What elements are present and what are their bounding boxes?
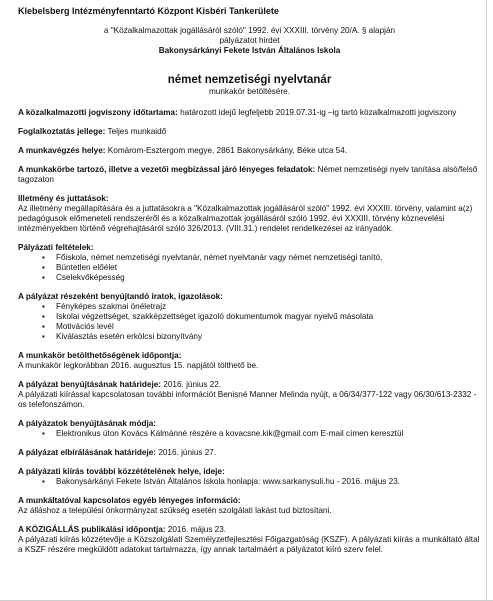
section-label: A munkáltatóval kapcsolatos egyéb lényeges információ: (18, 495, 241, 505)
list-item: ▪ Iskolai végzettséget, szakképzettséget igazoló dokumentumok magyar nyelvű másolata (56, 312, 481, 322)
list-item: ▪ Főiskola, német nemzetiségi nyelvtanár, német nyelvtanár vagy német nemzetiségi tanító, (56, 253, 481, 263)
position-title: német nemzetiségi nyelvtanár (167, 73, 332, 86)
school-name: Bakonysárkányi Fekete István Általános Iskola (158, 45, 341, 55)
page-border-right (486, 0, 487, 601)
section-label: A pályázati kiírás további közzétételének helye, ideje: (18, 466, 225, 476)
section-hatarido (18, 380, 481, 410)
section-text: 2016. június 22. (161, 379, 222, 389)
section-text: Komárom-Esztergom megye, 2861 Bakonysárkány, Béke utca 54. (105, 145, 348, 155)
list-item: ▪ Cselekvőképesség (56, 273, 481, 283)
section-label: A közalkalmazotti jogviszony időtartama: (18, 107, 178, 117)
section-label: A pályázat elbírálásának határideje: (18, 447, 157, 457)
section-label: Illetmény és juttatások: (18, 193, 109, 203)
intro-line: a "Közalkalmazottak jogállásáról szóló" 1992. évi XXXIII. törvény 20/A. § alapján (103, 25, 396, 35)
list-item: ▪ Bakonysárkányi Fekete István Általános Iskola honlapja: www.sarkanysuli.hu - 2016. május 23. (56, 477, 481, 487)
section-munkavegzes-helye (18, 146, 481, 156)
bullet-list (18, 302, 481, 342)
bullet-list (18, 477, 481, 487)
position-subtitle: munkakör betöltésére. (208, 86, 290, 96)
list-item: ▪ Elektronikus úton Kovács Kálmánné részére a kovacsne.kik@gmail.com E-mail címen keresztül (56, 429, 481, 439)
section-extra-text: A pályázati kiírás közzétevője a Közszolgálati Személyzetfejlesztési Főigazgatóság (KSZF). A pályázati kiírás a munkáltató által a KSZF részére megküldött adatokat tartalmazza, így annak tartalmáért a pályázatot kiíró szerv felel. (18, 534, 480, 554)
bullet-list (18, 429, 481, 439)
bullet-list (18, 253, 481, 283)
section-feladatok (18, 165, 481, 185)
section-kozigallas (18, 525, 481, 555)
section-label: A munkakörbe tartozó, illetve a vezetői megbízással járó lényeges feladatok: (18, 164, 316, 174)
section-text: A munkakör legkorábban 2016. augusztus 15. napjától tölthető be. (18, 360, 259, 370)
section-label: A munkavégzés helye: (18, 145, 106, 155)
section-text: Német nemzetiségi nyelv tanítása alsó/felső tagozaton (18, 164, 478, 184)
section-text: Teljes munkaidő (105, 126, 167, 136)
list-item: ▪ Büntetlen előélet (56, 263, 481, 273)
section-label: A KÖZIGÁLLÁS publikálási időpontja: (18, 524, 166, 534)
section-label: A pályázatok benyújtásának módja: (18, 418, 157, 428)
section-elbiralas (18, 448, 481, 458)
section-label: A pályázat benyújtásának határideje: (18, 379, 162, 389)
section-jogviszony (18, 108, 481, 118)
section-illetmeny (18, 194, 481, 234)
organization-name: Klebelsberg Intézményfenntartó Központ Kisbéri Tankerülete (18, 6, 279, 16)
list-item: ▪ Kiválasztás esetén erkölcsi bizonyítvány (56, 332, 481, 342)
list-item: ▪ Motivációs levél (56, 322, 481, 332)
list-item: ▪ Fényképes szakmai önéletrajz (56, 302, 481, 312)
section-text: határozott idejű legfeljebb 2019.07.31-ig –ig tartó közalkalmazotti jogviszony (177, 107, 457, 117)
section-benyujtas-modja (18, 419, 481, 439)
section-text: Az illetmény megállapítására és a juttatásokra a "Közalkalmazottak jogállásáról szóló" 1992. évi XXXIII. törvény, valamint a(z) pedagógusok előmeneteli rendszeréről és a közalkalmazottak jogállásáról szóló 1992. évi XXXIII. törvény köznevelési intézményekben történő végrehajtásáról szóló 326/2013. (VIII.31.) rendelet rendelkezései az irányadók. (18, 203, 473, 233)
section-text: 2016. május 23. (165, 524, 227, 534)
section-text: 2016. június 27. (156, 447, 217, 457)
section-label: A munkakör betölthetőségének időpontja: (18, 350, 182, 360)
section-foglalkoztatas (18, 127, 481, 137)
section-iratok (18, 292, 481, 342)
section-label: A pályázat részeként benyújtandó iratok, igazolások: (18, 291, 223, 301)
section-label: Foglalkoztatás jellege: (18, 126, 106, 136)
section-betoltheto (18, 351, 481, 371)
section-text: Az álláshoz a települési önkormányzat szükség esetén szolgálati lakást tud biztosítani. (18, 505, 332, 515)
section-tovabbi-kozzetetel (18, 467, 481, 487)
intro-announce: pályázatot hirdet (219, 35, 280, 45)
section-label: Pályázati feltételek: (18, 242, 94, 252)
section-egyeb-informacio (18, 496, 481, 516)
section-feltetelek (18, 243, 481, 283)
section-extra-text: A pályázati kiírással kapcsolatosan további információt Benisné Manner Melinda nyújt, a 06/34/377-122 vagy 06/30/613-2332 -os telefonszámon. (18, 389, 477, 409)
